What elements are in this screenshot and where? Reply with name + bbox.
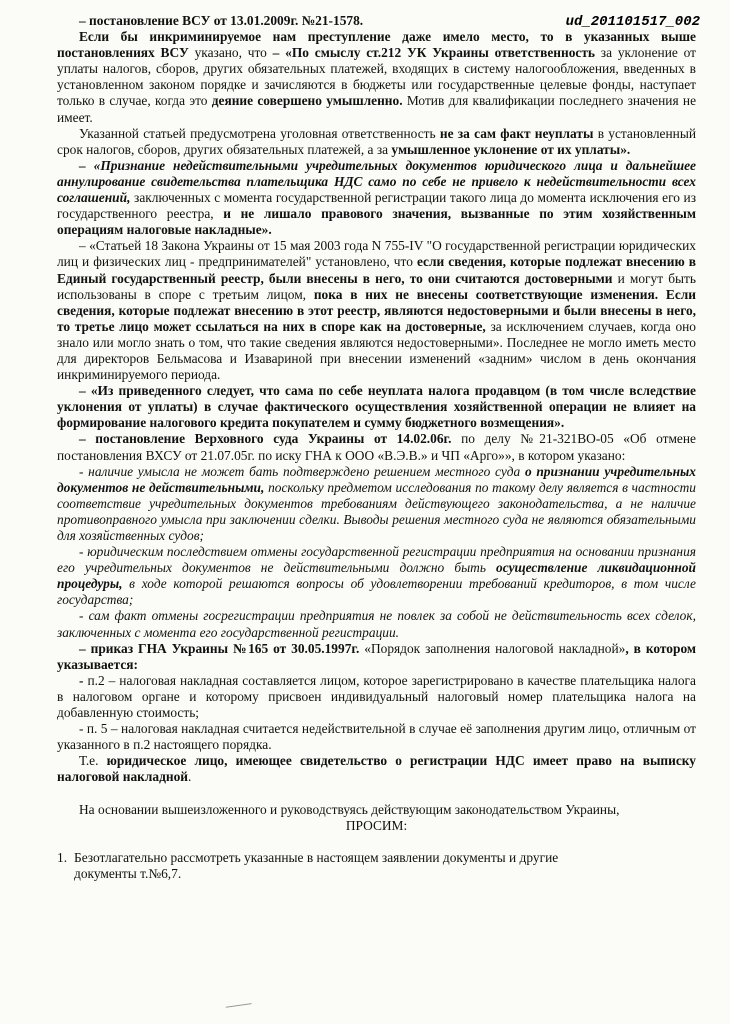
paragraph-quote-liquidation <box>57 544 696 608</box>
text-span: п.2 – налоговая накладная составляется лицом, которое зарегистрировано в качестве плательщика налога в налоговом органе и которому присвоен индивидуальный налоговый номер плательщика налога на добавленную стоимость; <box>57 672 696 721</box>
bold-span: , в котором указывается: <box>57 640 697 672</box>
paragraph-tax-credit <box>57 383 696 431</box>
text-span: по делу №21-321ВО-05 «Об отмене постановления ВХСУ от 21.07.05г. по иску ГНА к ООО «В.Э.В.» и ЧП «Арго»», в котором указано: <box>57 431 696 463</box>
paragraph-basis <box>57 802 696 818</box>
spacer <box>57 786 696 802</box>
bold-span: – постановление Верховного суда Украины от 14.02.06г. <box>79 431 452 447</box>
text-span: поскольку предметом исследования по такому делу является в частности соответствие учредительных документов требованиям действующего законодательства, а не наличие противоправного умысла при заключении сделки. Выводы решения местного суда не являются обязательными для хозяйственных судов; <box>57 479 696 543</box>
paragraph-invalid-documents <box>57 158 696 238</box>
text-span: На основании вышеизложенного и руководствуясь действующим законодательством Украины, <box>79 801 620 817</box>
text-span: Указанной статьей предусмотрена уголовная ответственность <box>79 125 440 141</box>
bold-span: ответственность <box>494 45 596 61</box>
text-span: за исключением случаев, когда оно знало или могло знать о том, что такие сведения являются недостоверными». Последнее не могло иметь место для директоров Бельмасова и Изавариной при внесении изменений «задним» числом в день окончания инкриминируемого периода. <box>57 318 696 383</box>
text-span: в ходе которой решаются вопросы об удовлетворении требований кредиторов, в том числе государства; <box>57 576 696 608</box>
heading-request: ПРОСИМ: <box>345 817 408 833</box>
bold-span: о признании учредительных документов не действительными, <box>57 463 696 495</box>
text-span: Т.е. <box>79 753 107 769</box>
text-span: «Порядок заполнения налоговой накладной» <box>359 640 626 656</box>
paragraph-point-2 <box>57 673 696 721</box>
paragraph-quote-intent <box>57 464 696 544</box>
text-span: – постановление ВСУ от 13.01.2009г. №21-1578. <box>79 13 364 28</box>
list-continuation: документы т.№6,7. <box>74 865 182 881</box>
text-span: заключенных с момента государственной регистрации такого лица до момента исключения его из государственного реестра, <box>57 190 696 222</box>
pen-mark <box>224 993 251 1008</box>
text-span: - наличие умысла не может бать подтверждено решением местного суда <box>79 463 525 479</box>
paragraph-intent <box>57 29 696 126</box>
list-number: 1. <box>57 849 68 865</box>
paragraph-ref-vsu-2009 <box>57 13 696 29</box>
paragraph-quote-registration <box>57 608 696 640</box>
paragraph-conclusion <box>57 753 696 785</box>
bold-italic-span: – «Признание недействительными учредительных документов юридического лица и дальнейшее аннулирование свидетельства плательщика НДС само по себе не привело к недействительности всех соглашений, <box>57 157 696 206</box>
document-body <box>57 13 696 882</box>
paragraph-liability <box>57 126 696 158</box>
text-span: за уклонение от уплаты налогов, сборов, других обязательных платежей, входящих в систему налогообложения, введенных в установленном законом порядке и зачисляются в бюджеты или государственные целевые фонды, наступает только в случае, когда это <box>57 45 696 109</box>
paragraph-registry-law <box>57 238 696 383</box>
document-id: ud_201101517_002 <box>565 14 700 30</box>
bold-span: и не лишало правового значения, вызванные по этим хозяйственным операциям налоговые накладные». <box>57 206 696 238</box>
bold-span: – приказ ГНА Украины №165 от 30.05.1997г. <box>79 640 360 656</box>
list-text: Безотлагательно рассмотреть указанные в настоящем заявлении документы и другие <box>74 849 559 865</box>
bold-span: юридическое лицо, имеющее свидетельство о регистрации НДС имеет право на выписку налоговой накладной <box>57 753 696 785</box>
list-item <box>57 850 696 866</box>
text-span: и могут быть использованы в споре с третьим лицом, <box>57 270 696 302</box>
text-span: - сам факт отмены госрегистрации предприятия не повлек за собой не действительность всех сделок, заключенных с момента его государственной регистрации. <box>57 608 696 640</box>
bold-span: деяние совершено умышленно. <box>211 93 403 109</box>
text-span: Мотив для квалификации последнего значения не имеет. <box>57 93 697 125</box>
bold-span: – «По смыслу ст.212 УК Украины <box>272 45 495 61</box>
paragraph-supreme-court <box>57 431 696 463</box>
text-span: - юридическим последствием отмены государственной регистрации предприятия на основании признания его учредительных документов не действительными должно быть <box>57 544 696 576</box>
bold-span: пока в них не внесены соответствующие изменения. Если сведения, которые подлежат внесению в этот реестр, являются недостоверными и были внесены в него, то третье лицо может ссылаться на них в споре как на достоверные, <box>57 286 696 334</box>
paragraph-point-5 <box>57 721 696 753</box>
paragraph-gna-order <box>57 641 696 673</box>
bold-span: осуществление ликвидационной процедуры, <box>57 560 696 592</box>
text-span: . <box>187 769 192 785</box>
text-span: - п. 5 – налоговая накладная считается недействительной в случае её заполнения другим лицо, отличным от указанного в п.2 настоящего порядка. <box>57 721 696 753</box>
bold-span: не за сам факт неуплаты <box>439 125 594 141</box>
spacer <box>57 834 696 850</box>
bold-span: если сведения, которые подлежат внесению в Единый государственный реестр, были внесены в него, то они считаются достоверными <box>57 254 696 286</box>
bold-span: умышленное уклонение от их уплаты». <box>391 141 631 157</box>
bold-span: - <box>79 672 88 688</box>
text-span: – «Из приведенного следует, что сама по себе неуплата налога продавцом (в том числе вследствие уклонения от уплаты) в случае фактического осуществления хозяйственной операции не влияет на формирование налогового кредита покупателем и сумму бюджетного возмещения». <box>57 383 696 431</box>
bold-span: Если бы инкриминируемое нам преступление даже имело место, то в указанных выше постановлениях ВСУ <box>57 29 696 61</box>
text-span: в установленный срок налогов, сборов, других обязательных платежей, а за <box>57 125 696 157</box>
text-span: – «Статьей 18 Закона Украины от 15 мая 2003 года N 755-IV "О государственной регистрации юридических лиц и физических лиц - предпринимателей" установлено, что <box>57 238 696 270</box>
text-span: указано, что <box>188 45 273 61</box>
